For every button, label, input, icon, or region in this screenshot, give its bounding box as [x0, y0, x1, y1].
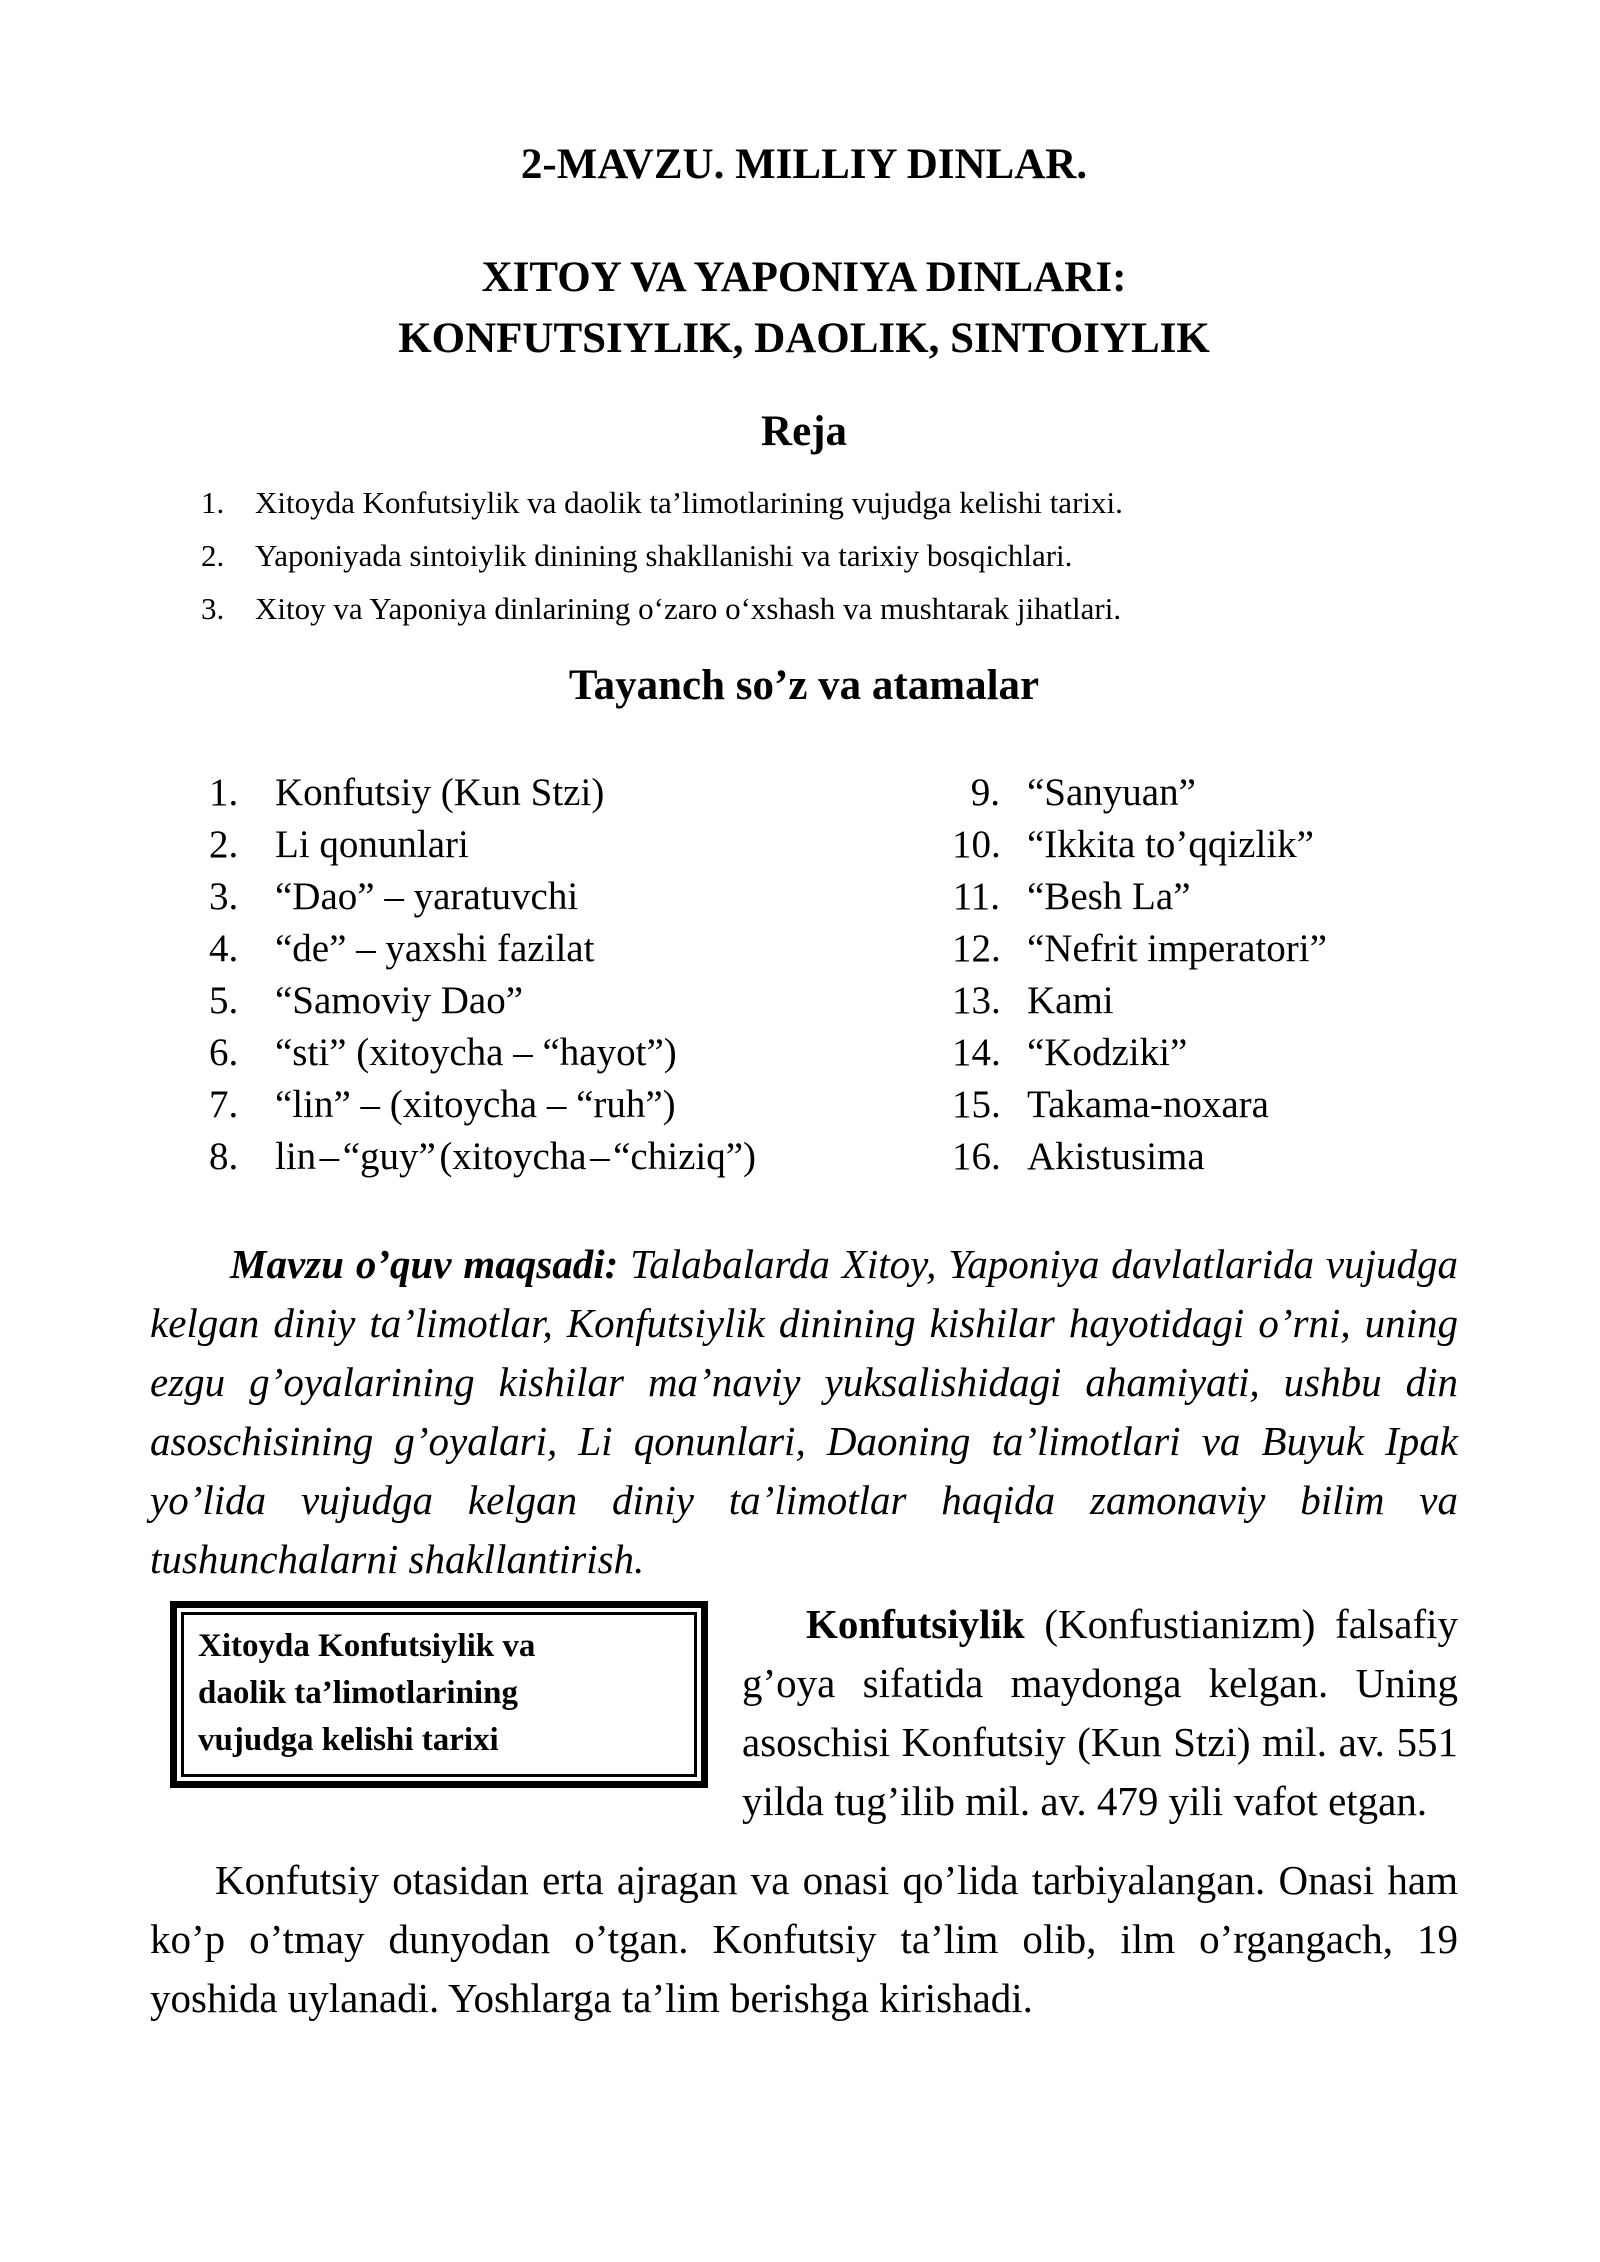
- list-item-text: “Samoviy Dao”: [275, 978, 524, 1022]
- list-item-text: “Nefrit imperatori”: [1027, 926, 1327, 970]
- reja-list-item: [150, 582, 1458, 635]
- list-item-text: “sti” (xitoycha – “hayot”): [275, 1030, 677, 1074]
- topic-box-line: vujudga kelishi tarixi: [198, 1721, 499, 1758]
- list-item-number: 2.: [209, 822, 239, 866]
- konfutsiylik-section: [150, 1595, 1458, 1831]
- topic-box-inner: [181, 1612, 697, 1777]
- list-item-number: 3.: [209, 874, 239, 918]
- topic-box-line: Xitoyda Konfutsiylik va: [198, 1627, 536, 1664]
- list-item-number: 10.: [952, 822, 1001, 866]
- list-item-number: 11.: [952, 874, 1000, 918]
- list-item-text: Konfutsiy (Kun Stzi): [275, 770, 605, 814]
- reja-list: [150, 476, 1458, 635]
- list-item-number: 8.: [209, 1134, 239, 1178]
- list-item-number: 6.: [209, 1030, 239, 1074]
- list-item-text: Kami: [1027, 978, 1114, 1022]
- list-item-number: 14.: [952, 1030, 1001, 1074]
- objective-paragraph: [150, 1235, 1458, 1589]
- term-item: [952, 1131, 1458, 1183]
- term-item: [952, 767, 1458, 819]
- list-item-number: 7.: [209, 1082, 239, 1126]
- terms-heading: Tayanch so’z va atamalar: [568, 662, 1040, 710]
- list-item-text: lin – “guy” (xitoycha – “chiziq”): [275, 1134, 757, 1178]
- list-item-text: Yaponiyada sintoiylik dinining shakllanishi va tarixiy bosqichlari.: [255, 538, 1073, 574]
- subtitle-line-1: XITOY VA YAPONIYA DINLARI:: [481, 253, 1127, 301]
- terms-column-left: [150, 767, 890, 1183]
- term-item: [209, 1027, 890, 1079]
- list-item-number: 3.: [201, 591, 225, 627]
- list-item-number: 2.: [201, 538, 225, 574]
- list-item-number: 4.: [209, 926, 239, 970]
- reja-list-item: [150, 476, 1458, 529]
- objective-lead: Mavzu o’quv maqsadi:: [230, 1240, 619, 1287]
- term-item: [952, 1079, 1458, 1131]
- terms-list: [150, 767, 1458, 1183]
- terms-column-right: [890, 767, 1458, 1183]
- term-item: [209, 923, 890, 975]
- list-item-text: Xitoyda Konfutsiylik va daolik ta’limotlarining vujudga kelishi tarixi.: [255, 485, 1123, 521]
- list-item-text: Takama-noxara: [1027, 1082, 1269, 1126]
- term-item: [952, 975, 1458, 1027]
- list-item-text: “de” – yaxshi fazilat: [275, 926, 595, 970]
- page-title: 2-MAVZU. MILLIY DINLAR.: [520, 141, 1088, 188]
- term-item: [209, 1079, 890, 1131]
- reja-heading: Reja: [761, 407, 847, 455]
- list-item-text: Akistusima: [1027, 1134, 1205, 1178]
- list-item-text: Xitoy va Yaponiya dinlarining o‘zaro o‘xshash va mushtarak jihatlari.: [255, 591, 1122, 627]
- list-item-number: 12.: [952, 926, 1001, 970]
- term-item: [952, 871, 1458, 923]
- list-item-text: “Ikkita to’qqizlik”: [1027, 822, 1314, 866]
- term-item: [952, 1027, 1458, 1079]
- term-item: [952, 819, 1458, 871]
- list-item-text: “lin” – (xitoycha – “ruh”): [275, 1082, 676, 1126]
- biography-paragraph: Konfutsiy otasidan erta ajragan va onasi qo’lida tarbiyalangan. Onasi ham ko’p o’tmay dunyodan o’tgan. Konfutsiy ta’lim olib, ilm o’rgangach, 19 yoshida uylanadi. Yoshlarga ta’lim berishga kirishadi.: [150, 1856, 1458, 2021]
- list-item-text: “Kodziki”: [1027, 1030, 1188, 1074]
- list-item-number: 16.: [952, 1134, 1001, 1178]
- topic-box: [170, 1601, 708, 1788]
- topic-box-line: daolik ta’limotlarining: [198, 1674, 518, 1711]
- term-item: [209, 1131, 890, 1183]
- list-item-number: 5.: [209, 978, 239, 1022]
- term-item: [209, 819, 890, 871]
- list-item-number: 1.: [201, 485, 225, 521]
- objective-text: Talabalarda Xitoy, Yaponiya davlatlarida vujudga kelgan diniy ta’limotlar, Konfutsiylik dinining kishilar hayotidagi o’rni, uning ezgu g’oyalarining kishilar ma’naviy yuksalishidagi ahamiyati, ushbu din asoschisining g’oyalari, Li qonunlari, Daoning ta’limotlari va Buyuk Ipak yo’lida vujudga kelgan diniy ta’limotlar haqida zamonaviy bilim va tushunchalarni shakllantirish.: [150, 1240, 1458, 1582]
- page-subtitle: [150, 247, 1458, 369]
- subtitle-line-2: KONFUTSIYLIK, DAOLIK, SINTOIYLIK: [398, 314, 1210, 362]
- list-item-text: “Besh La”: [1027, 874, 1191, 918]
- term-item: [209, 767, 890, 819]
- konfutsiylik-text: (Konfustianizm) falsafiy g’oya sifatida maydonga kelgan. Uning asoschisi Konfutsiy (Kun Stzi) mil. av. 551 yilda tug’ilib mil. av. 479 yili vafot etgan.: [742, 1600, 1458, 1824]
- list-item-number: 9.: [970, 770, 1000, 814]
- list-item-number: 15.: [952, 1082, 1001, 1126]
- term-item: [952, 923, 1458, 975]
- term-item: [209, 871, 890, 923]
- list-item-number: 1.: [209, 770, 239, 814]
- term-item: [209, 975, 890, 1027]
- list-item-text: “Sanyuan”: [1027, 770, 1196, 814]
- list-item-text: “Dao” – yaratuvchi: [275, 874, 579, 918]
- list-item-text: Li qonunlari: [275, 822, 469, 866]
- list-item-number: 13.: [952, 978, 1001, 1022]
- konfutsiylik-term: Konfutsiylik: [806, 1600, 1025, 1647]
- reja-list-item: [150, 529, 1458, 582]
